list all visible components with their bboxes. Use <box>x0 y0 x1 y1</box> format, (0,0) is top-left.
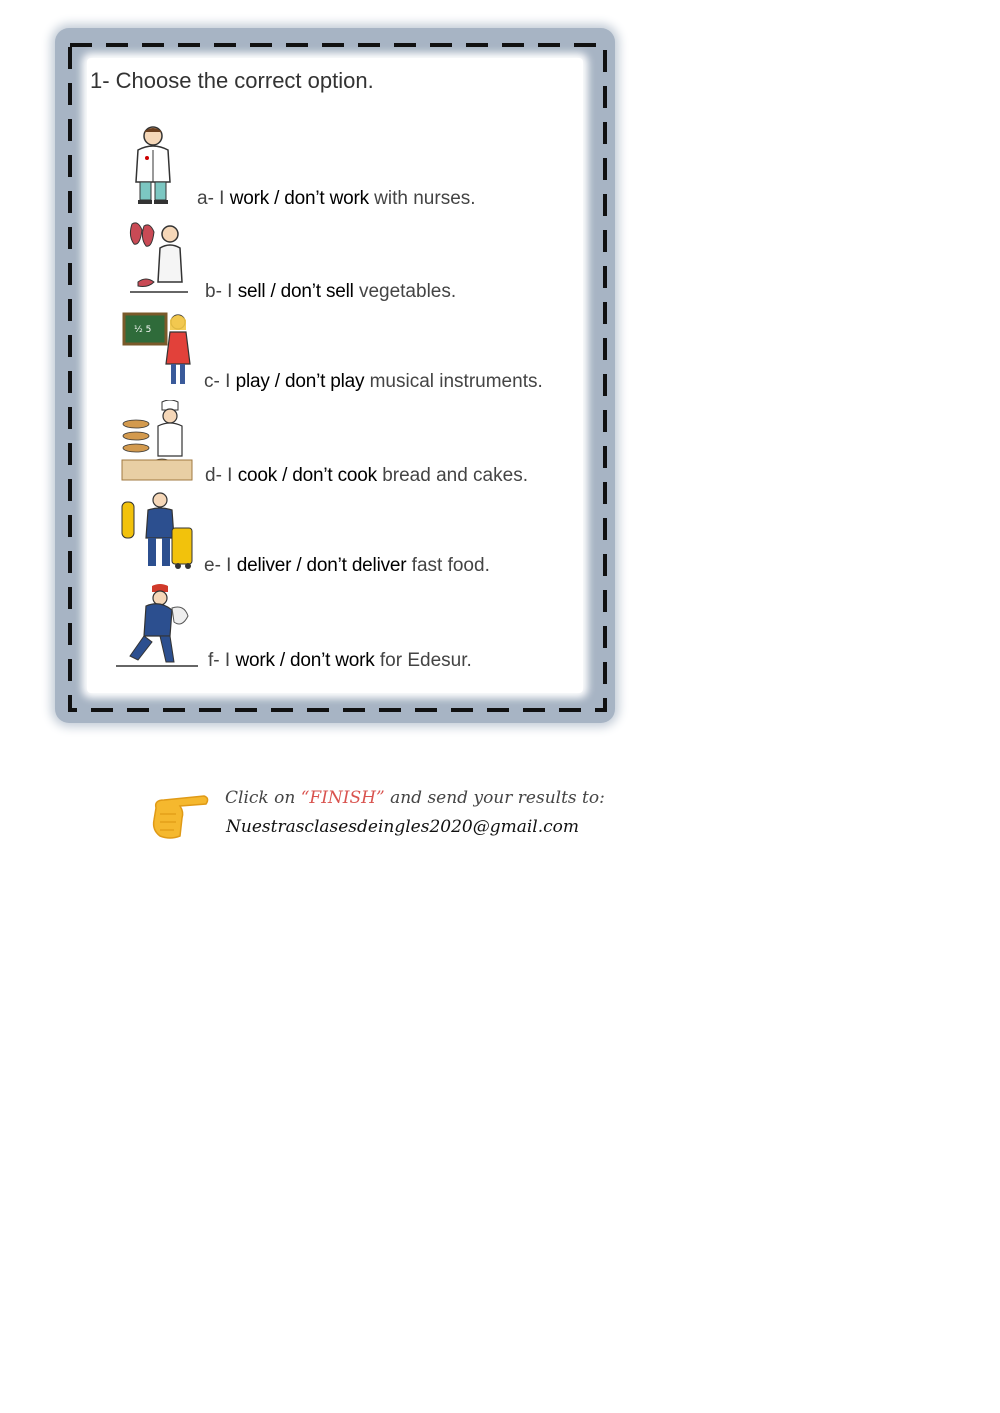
sentence-suffix: for Edesur. <box>374 650 472 671</box>
sentence-a <box>197 188 476 210</box>
instruction-text: Click on <box>225 788 301 808</box>
choice-options-b[interactable]: sell / don’t sell <box>237 281 354 302</box>
finish-label: “FINISH” <box>300 788 385 808</box>
teacher-icon <box>122 310 194 388</box>
svg-text:½ 5: ½ 5 <box>134 325 152 335</box>
choice-options-f[interactable]: work / don’t work <box>235 650 375 671</box>
choice-options-e[interactable]: deliver / don’t deliver <box>236 555 407 576</box>
sentence-suffix: musical instruments. <box>364 371 543 392</box>
pointing-hand-icon <box>150 790 212 844</box>
sentence-prefix: b- I <box>205 281 238 302</box>
sentence-suffix: bread and cakes. <box>376 465 528 486</box>
sentence-prefix: d- I <box>205 465 238 486</box>
baker-icon <box>120 400 194 482</box>
sentence-prefix: f- I <box>208 650 236 671</box>
electrician-icon <box>116 582 200 670</box>
exercise-title: 1- Choose the correct option. <box>90 68 374 93</box>
choice-options-a[interactable]: work / don’t work <box>229 188 369 209</box>
mail-carrier-icon <box>120 490 196 572</box>
sentence-f <box>208 650 472 672</box>
sentence-prefix: e- I <box>204 555 237 576</box>
sentence-d <box>205 465 528 487</box>
sentence-b <box>205 281 456 303</box>
choice-options-d[interactable]: cook / don’t cook <box>237 465 377 486</box>
instruction-text-end: and send your results to: <box>384 788 605 808</box>
finish-instructions <box>225 788 605 808</box>
sentence-c <box>204 371 543 393</box>
doctor-icon <box>128 124 178 206</box>
sentence-e <box>204 555 490 577</box>
sentence-suffix: fast food. <box>406 555 490 576</box>
sentence-prefix: c- I <box>204 371 236 392</box>
choice-options-c[interactable]: play / don’t play <box>235 371 365 392</box>
butcher-icon <box>128 220 190 298</box>
sentence-prefix: a- I <box>197 188 230 209</box>
sentence-suffix: with nurses. <box>368 188 476 209</box>
contact-email: Nuestrasclasesdeingles2020@gmail.com <box>226 817 580 837</box>
sentence-suffix: vegetables. <box>353 281 457 302</box>
